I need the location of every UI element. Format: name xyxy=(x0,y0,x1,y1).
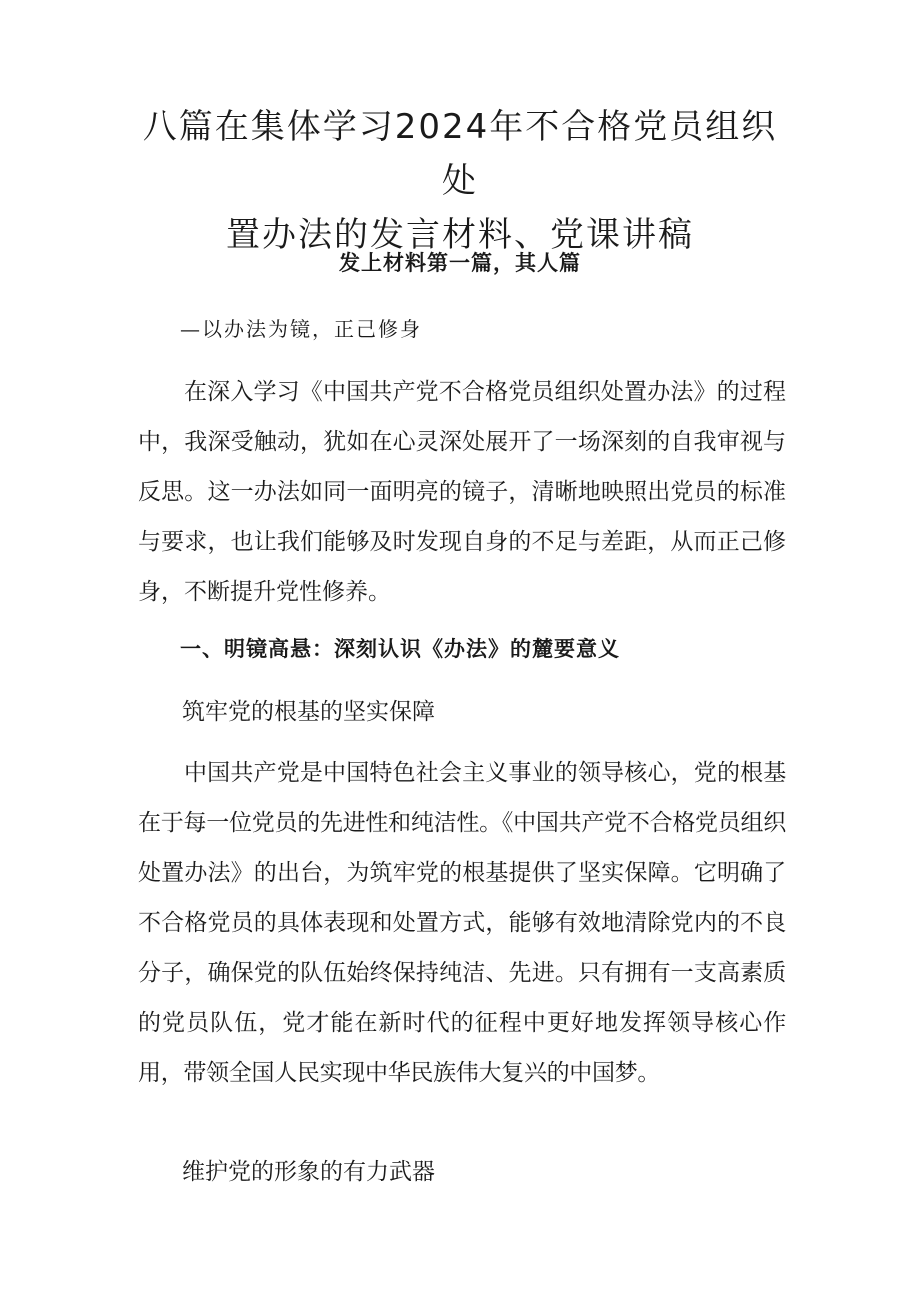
title-line-1: 八篇在集体学习2024年不合格党员组织处 xyxy=(142,107,778,201)
epigraph: —以办法为镜，正己修身 xyxy=(180,317,422,341)
section-heading-1: 一、明镜高悬：深刻认识《办法》的麓要意义 xyxy=(180,636,620,661)
title-line-2: 置办法的发言材料、党课讲稿 xyxy=(226,215,694,255)
intro-paragraph: 在深入学习《中国共产党不合格党员组织处置办法》的过程中，我深受触动，犹如在心灵深处展开了一场深刻的自我审视与反思。这一办法如同一面明亮的镜子，清晰地映照出党员的标准与要求，也让我们能够及时发现自身的不足与差距，从而正己修身，不断提升党性修养。 xyxy=(138,379,786,605)
body-paragraph-2: 中国共产党是中国特色社会主义事业的领导核心，党的根基在于每一位党员的先进性和纯洁性。《中国共产党不合格党员组织处置办法》的出台，为筑牢党的根基提供了坚实保障。它明确了不合格党员的具体表现和处置方式，能够有效地清除党内的不良分子，确保党的队伍始终保持纯洁、先进。只有拥有一支高素质的党员队伍，党才能在新时代的征程中更好地发挥领导核心作用，带领全国人民实现中华民族伟大复兴的中国梦。 xyxy=(138,760,786,1086)
document-subtitle: 发上材料第一篇，其人篇 xyxy=(339,250,581,275)
subsection-heading-1: 筑牢党的根基的坚实保障 xyxy=(182,699,435,725)
subsection-heading-2: 维护党的形象的有力武器 xyxy=(182,1159,435,1185)
document-title xyxy=(140,100,780,262)
